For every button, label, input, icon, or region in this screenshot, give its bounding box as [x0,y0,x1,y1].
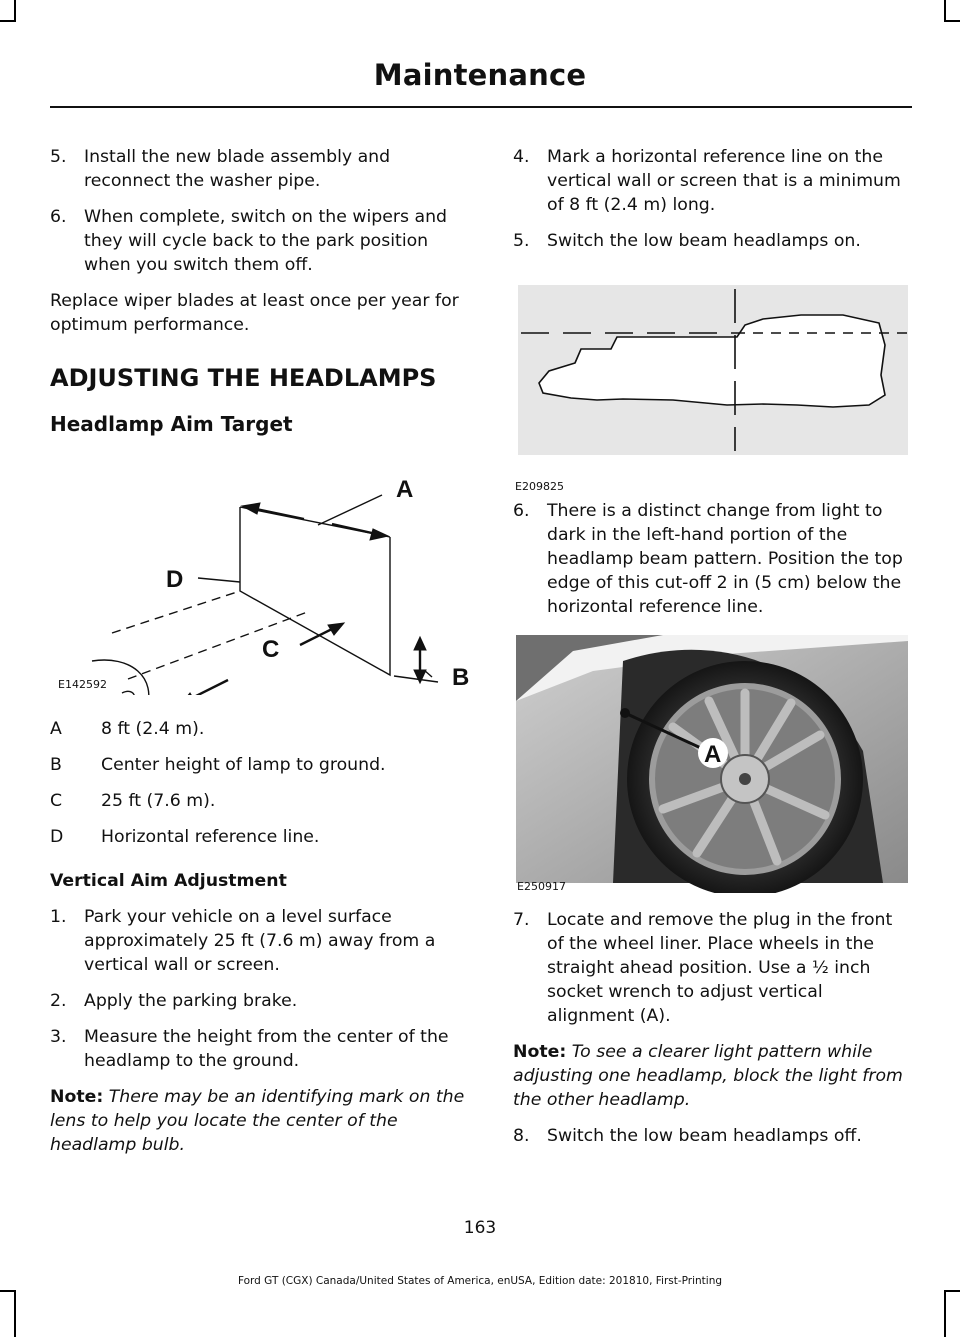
crop-mark [944,20,960,22]
subsection-heading: Vertical Aim Adjustment [50,871,287,891]
note-text: To see a clearer light pattern while adjusting one headlamp, block the light from the other headlamp. [513,1042,903,1110]
aim-target-diagram [50,447,475,695]
legend-value: 8 ft (2.4 m). [101,719,205,739]
replace-note: Replace wiper blades at least once per year for optimum performance. [50,291,459,335]
step-number: 7. [513,910,530,930]
legend-key: D [50,827,64,847]
step-item [513,145,911,217]
legend-item [50,789,475,813]
crop-mark [14,1290,16,1337]
legend-value: Center height of lamp to ground. [101,755,386,775]
step-item [513,229,911,253]
note [50,1085,475,1157]
step-text: Park your vehicle on a level surface approximately 25 ft (7.6 m) away from a vertical wall or screen. [84,907,436,975]
figure-code: E250917 [517,880,566,893]
hub-center [739,773,751,785]
callout-d: D [166,566,184,593]
right-column [513,145,911,1160]
aim-target-figure [50,447,475,695]
step-number: 5. [513,231,530,251]
legend-key: C [50,791,63,811]
legend-value: 25 ft (7.6 m). [101,791,216,811]
step-item [50,1025,475,1073]
step-text: Install the new blade assembly and reconnect the washer pipe. [84,147,391,191]
page-number: 163 [463,1218,497,1238]
crop-mark [14,0,16,22]
wheel-liner-illustration [513,631,911,893]
step-text: Apply the parking brake. [84,991,298,1011]
step-number: 4. [513,147,530,167]
legend-key: A [50,719,62,739]
legend-item [50,825,475,849]
beam-pattern-diagram [513,267,911,467]
crop-mark [944,1290,960,1292]
legend-key: B [50,755,62,775]
page-title: Maintenance [373,58,587,92]
step-text: When complete, switch on the wipers and they will cycle back to the park position when you switch them off. [84,207,448,275]
step-number: 6. [513,501,530,521]
figure-code: E142592 [58,678,107,691]
note [513,1040,911,1112]
step-text: Switch the low beam headlamps on. [547,231,861,251]
subheading: Headlamp Aim Target [50,412,293,436]
step-item [50,205,475,277]
crop-mark [944,1290,946,1337]
figure-code: E209825 [515,480,564,493]
step-text: Switch the low beam headlamps off. [547,1126,862,1146]
step-item [513,1124,911,1148]
callout-a: A [704,741,722,768]
callout-c: C [262,636,280,663]
plug-marker [620,708,630,718]
step-number: 5. [50,147,67,167]
step-item [50,989,475,1013]
crop-mark [0,20,16,22]
footer-text: Ford GT (CGX) Canada/United States of America, enUSA, Edition date: 201810, First-Printing [237,1275,723,1287]
section-heading: ADJUSTING THE HEADLAMPS [50,364,437,392]
wheel-liner-figure [513,631,911,896]
callout-b: B [452,664,470,691]
header-divider [50,106,912,108]
step-number: 2. [50,991,67,1011]
beam-line [128,611,310,679]
left-column [50,145,475,1169]
legend-item [50,753,475,777]
crop-mark [944,0,946,22]
step-text: There is a distinct change from light to dark in the left-hand portion of the headlamp beam pattern. Position the top edge of this cut-off 2 in (5 cm) below the horizontal reference line. [547,501,903,617]
step-number: 3. [50,1027,67,1047]
callout-a: A [396,476,414,503]
note-label: Note: [513,1042,567,1062]
step-text: Mark a horizontal reference line on the vertical wall or screen that is a minimum of 8 ft (2.4 m) long. [547,147,901,215]
step-number: 6. [50,207,67,227]
step-item [513,499,911,619]
note-label: Note: [50,1087,104,1107]
legend-value: Horizontal reference line. [101,827,320,847]
step-text: Locate and remove the plug in the front of the wheel liner. Place wheels in the straight ahead position. Use a ½ inch socket wrench to adjust vertical alignment (A). [547,910,893,1026]
legend-item [50,717,475,741]
step-text: Measure the height from the center of the headlamp to the ground. [84,1027,449,1071]
step-number: 1. [50,907,67,927]
crop-mark [0,1290,16,1292]
step-item [513,908,911,1028]
beam-line [112,591,240,633]
step-item [50,905,475,977]
step-item [50,145,475,193]
beam-pattern-figure [513,267,911,497]
step-number: 8. [513,1126,530,1146]
note-text: There may be an identifying mark on the lens to help you locate the center of the headlamp bulb. [50,1087,465,1155]
